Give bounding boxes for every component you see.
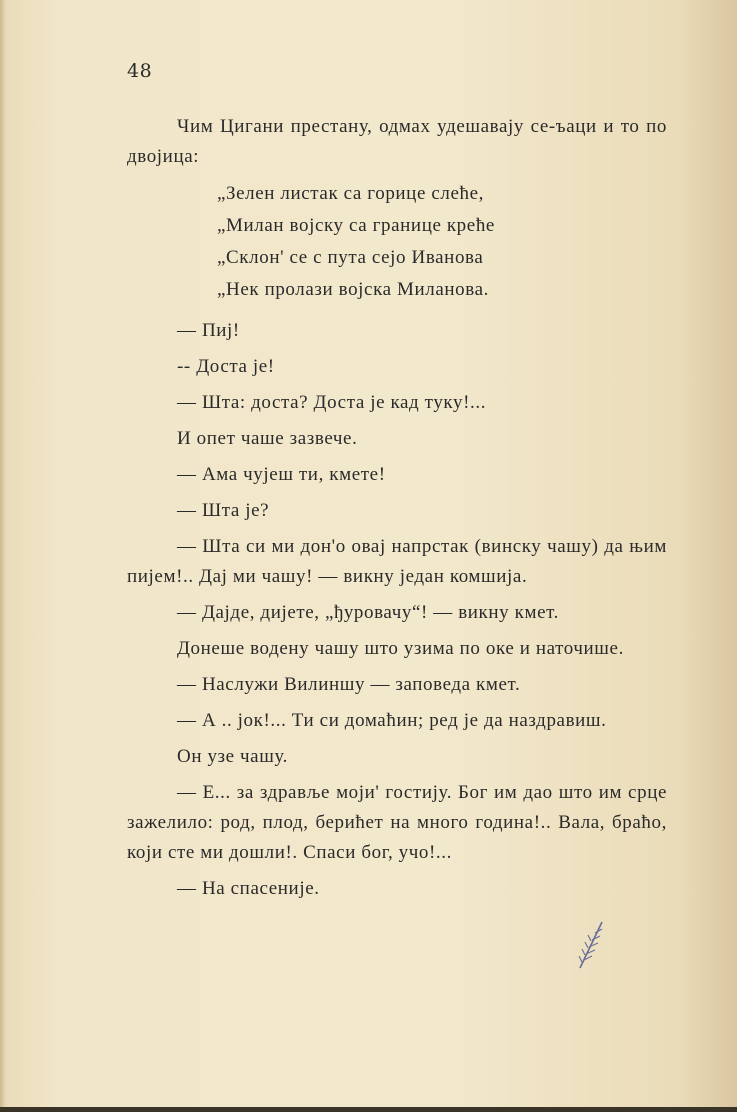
dialogue-paragraph: — А .. јок!... Ти си домаћин; ред је да наздравиш. [177, 710, 607, 731]
dialogue-line: — На спасеније. [177, 878, 320, 899]
narration-line: И опет чаше зазвече. [177, 428, 358, 449]
dialogue-paragraph: — Шта си ми дон'о овај напрстак (винску чашу) да њим пијем!.. Дај ми чашу! — викну један комшија. [127, 536, 667, 587]
dialogue-line: — Ама чујеш ти, кмете! [177, 464, 386, 485]
verse-block [217, 178, 667, 306]
dialogue-line: — Шта је? [177, 500, 270, 521]
dialogue-line: — Шта: доста? Доста је кад туку!... [177, 392, 487, 413]
page-body-text [127, 112, 667, 910]
narration-paragraph: Донеше водену чашу што узима по оке и наточише. [177, 638, 624, 659]
page-number: 48 [127, 60, 153, 82]
paragraph-intro: Чим Цигани престану, одмах удешавају се-ъаци и то по двојица: [127, 116, 667, 167]
dialogue-line: -- Доста је! [177, 356, 275, 377]
verse-line: „Нек пролази војска Миланова. [217, 279, 489, 300]
narration-line: Он узе чашу. [177, 746, 288, 767]
page-binding-shadow [0, 0, 6, 1112]
page-bottom-edge [0, 1107, 737, 1112]
dialogue-paragraph: — Е... за здравље моји' гостију. Бог им дао што им срце зажелило: род, плод, берићет на много година!.. Вала, браћо, који сте ми дошли!. Спаси бог, учо!... [127, 782, 667, 863]
verse-line: „Милан војску са границе креће [217, 215, 495, 236]
decorative-sprig-icon [572, 916, 612, 972]
verse-line: „Склон' се с пута сејо Иванова [217, 247, 484, 268]
dialogue-line: — Пиј! [177, 320, 240, 341]
verse-line: „Зелен листак са горице слеће, [217, 183, 484, 204]
dialogue-line: — Дајде, дијете, „ђуровачу“! — викну кмет. [177, 602, 559, 623]
dialogue-line: — Наслужи Вилиншу — заповеда кмет. [177, 674, 521, 695]
